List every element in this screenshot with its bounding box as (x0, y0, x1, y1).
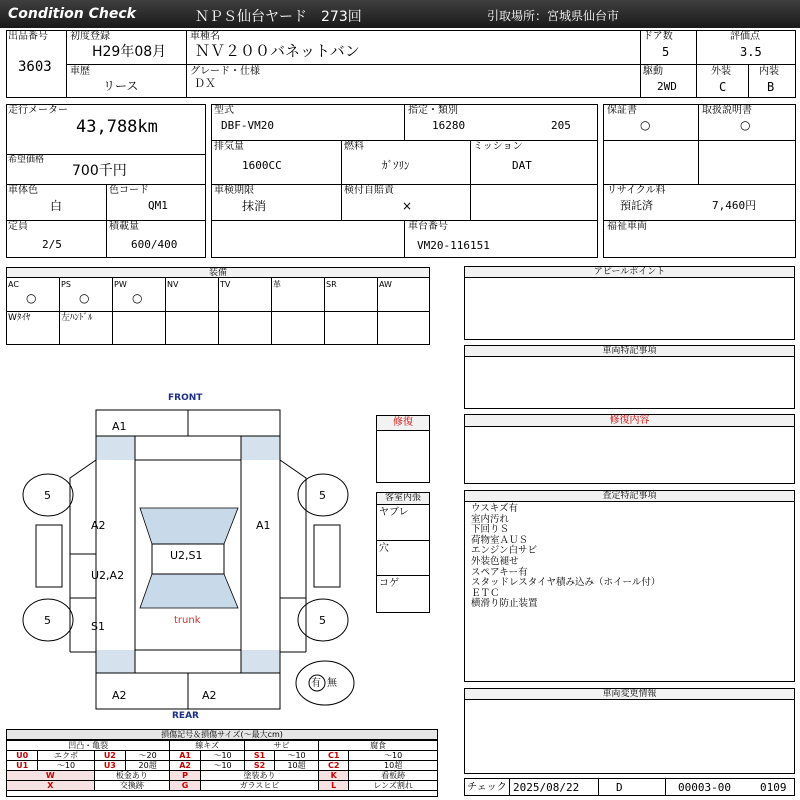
assessment-item: ＥＴＣ (471, 587, 500, 599)
legend-code: S1 (245, 751, 275, 761)
legend-text: 看板跡 (349, 771, 438, 781)
auction-title: ＮＰＳ仙台ヤード 273回 (195, 9, 362, 25)
legend-code: A2 (170, 761, 201, 771)
manual-label: 取扱説明書 (702, 105, 752, 116)
tire-rear-left: 5 (44, 614, 51, 627)
assessment-item: スペアキー有 (471, 566, 528, 578)
legend-text: 塗装あり (200, 771, 318, 781)
legend-code: K (319, 771, 349, 781)
body-color-label: 車体色 (8, 185, 38, 196)
model-name-label: 車種名 (190, 31, 220, 42)
load-capacity-value: 600/400 (131, 238, 178, 251)
lot-number-label: 出品番号 (8, 31, 48, 42)
legend-text: 〜10 (38, 761, 94, 771)
equipment-mark: ○ (132, 291, 143, 305)
manual-value: ○ (740, 118, 751, 132)
mark-left-front: A2 (91, 519, 106, 532)
transmission-value: DAT (512, 159, 532, 172)
tire-front-left: 5 (44, 489, 51, 502)
designation-label: 指定・類別 (408, 105, 458, 116)
equipment-label: 左ﾊﾝﾄﾞﾙ (61, 313, 93, 323)
designation-number: 16280 (432, 119, 466, 132)
score-label: 評価点 (730, 31, 760, 42)
insurance-label: 検付自賠責 (344, 185, 394, 196)
title-bar (0, 0, 800, 28)
color-code-value: QM1 (148, 199, 168, 212)
interior-label: 内装 (759, 66, 779, 77)
model-type-label: 型式 (214, 105, 234, 116)
legend-title: 損傷記号＆損傷サイズ(〜最大cm) (7, 730, 437, 740)
mark-left-rear: S1 (91, 620, 105, 633)
tire-front-right: 5 (319, 489, 326, 502)
legend-text: 交換跡 (94, 781, 170, 791)
chassis-number-value: VM20-116151 (417, 239, 490, 252)
spare-tire-none: 無 (327, 678, 337, 689)
spare-tire-present: 有 (311, 678, 321, 689)
recycle-fee-value: 7,460円 (712, 199, 757, 212)
legend-group: 腐食 (319, 741, 438, 751)
equipment-label: AW (379, 280, 392, 289)
equipment-label: TV (220, 280, 231, 289)
mileage-value: 43,788km (76, 117, 158, 137)
legend-code: U2 (94, 751, 125, 761)
assessment-title: 査定特記事項 (465, 491, 794, 502)
repair-content-title: 修復内容 (465, 415, 794, 427)
trunk-label: trunk (174, 615, 201, 626)
right-info-column (603, 104, 796, 258)
assessment-item: 外装色褪せ (471, 555, 519, 567)
warranty-label: 保証書 (607, 105, 637, 116)
legend-text: 〜10 (200, 761, 244, 771)
mark-roof: U2,S1 (170, 549, 203, 562)
inspection-expiry-value: 抹消 (242, 199, 267, 213)
recycle-status: 預託済 (620, 199, 653, 212)
legend-text: 20超 (126, 761, 170, 771)
legend-code: W (7, 771, 95, 781)
legend-text: レンズ割れ (349, 781, 438, 791)
welfare-vehicle-label: 福祉車両 (607, 221, 647, 232)
grade-label: グレード・仕様 (190, 66, 260, 77)
repair-title: 修復 (377, 416, 429, 431)
exterior-label: 外装 (711, 66, 731, 77)
equipment-label: SR (326, 280, 337, 289)
legend-group: 凹凸・亀裂 (7, 741, 170, 751)
legend-code: L (319, 781, 349, 791)
score-value: 3.5 (740, 45, 762, 59)
change-info-title: 車両変更情報 (465, 689, 794, 700)
legend-text: 10超 (349, 761, 438, 771)
legend-text: 〜10 (274, 751, 318, 761)
equipment-label: 革 (273, 280, 281, 289)
check-label: チェック (467, 782, 507, 793)
doors-value: 5 (662, 45, 670, 59)
transmission-label: ミッション (473, 141, 523, 152)
legend-group: サビ (245, 741, 319, 751)
first-registration-value: H29年08月 (92, 44, 167, 60)
asking-price-label: 希望価格 (8, 155, 45, 165)
legend-code: A1 (170, 751, 201, 761)
legend-code: X (7, 781, 95, 791)
drive-label: 駆動 (643, 66, 663, 77)
inspection-expiry-label: 車検期限 (214, 185, 254, 196)
equipment-label: Wﾀｲﾔ (8, 313, 31, 323)
interior-title: 客室内張 (377, 493, 429, 505)
check-sequence: 0109 (760, 781, 787, 794)
model-name-value: ＮＶ２００バネットバン (195, 42, 360, 60)
legend-text: 板金あり (94, 771, 170, 781)
legend-text: ガラスヒビ (200, 781, 318, 791)
legend-code: C2 (319, 761, 349, 771)
interior-burn: コゲ (379, 578, 399, 589)
equipment-mark: ○ (79, 291, 90, 305)
capacity-label: 定員 (8, 221, 28, 232)
appeal-title: アピールポイント (465, 267, 794, 278)
equipment-title: 装備 (7, 268, 429, 278)
displacement-value: 1600CC (242, 159, 282, 172)
model-type-value: DBF-VM20 (221, 119, 274, 132)
chassis-number-label: 車台番号 (408, 221, 448, 232)
mark-rear-left: A2 (112, 689, 127, 702)
vehicle-notes-title: 車両特記事項 (465, 346, 794, 357)
equipment-mark: ○ (26, 291, 37, 305)
asking-price-value: 700千円 (72, 163, 127, 179)
assessment-item: 横滑り防止装置 (471, 598, 538, 610)
legend-code: U1 (7, 761, 38, 771)
interior-tear: ヤブレ (379, 507, 409, 518)
fuel-value: ｶﾞｿﾘﾝ (382, 159, 410, 172)
assessment-item: スタッドレスタイヤ積み込み（ホイール付） (471, 577, 661, 589)
drive-value: 2WD (657, 80, 677, 93)
insurance-value: × (402, 199, 413, 213)
assessment-item: 荷物室ＡＵＳ (471, 534, 529, 546)
legend-group: 線キズ (170, 741, 245, 751)
warranty-value: ○ (640, 118, 651, 132)
legend-code: U3 (94, 761, 125, 771)
history-value: リース (103, 79, 139, 93)
legend-code: C1 (319, 751, 349, 761)
fuel-label: 燃料 (344, 141, 364, 152)
exterior-value: C (719, 80, 727, 94)
legend-text: 10超 (274, 761, 318, 771)
check-date: 2025/08/22 (513, 781, 580, 794)
equipment-label: AC (8, 280, 19, 289)
equipment-label: NV (167, 280, 179, 289)
mark-left-mid: U2,A2 (91, 569, 125, 582)
assessment-item: エンジン白サビ (471, 545, 538, 557)
mileage-label: 走行メーター (8, 105, 68, 116)
rear-label: REAR (172, 711, 199, 721)
classification-number: 205 (551, 119, 571, 132)
legend-code: P (170, 771, 201, 781)
check-grade: D (616, 781, 623, 794)
interior-hole: 穴 (379, 543, 389, 554)
tire-rear-right: 5 (319, 614, 326, 627)
mark-rear-right: A2 (202, 689, 217, 702)
equipment-label: PW (114, 280, 127, 289)
front-label: FRONT (168, 393, 203, 403)
history-label: 車歴 (70, 66, 90, 77)
legend-text: 〜20 (126, 751, 170, 761)
legend-text: エクボ (38, 751, 94, 761)
load-capacity-label: 積載量 (109, 221, 139, 232)
lot-number-value: 3603 (18, 59, 52, 75)
recycle-fee-label: リサイクル料 (607, 185, 666, 196)
body-color-value: 白 (50, 199, 63, 213)
legend-code: S2 (245, 761, 275, 771)
check-code: 00003-00 (678, 781, 731, 794)
mark-front-bumper: A1 (112, 420, 127, 433)
grade-value: ＤＸ (194, 77, 216, 90)
legend-table (6, 740, 438, 791)
assessment-item: ウスキズ有 (471, 503, 519, 514)
doors-label: ドア数 (643, 31, 673, 42)
mark-right-front: A1 (256, 519, 271, 532)
first-registration-label: 初度登録 (70, 31, 110, 42)
assessment-item: 室内汚れ (471, 513, 510, 525)
legend-code: U0 (7, 751, 38, 761)
interior-value: B (767, 80, 775, 94)
legend-text: 〜10 (200, 751, 244, 761)
legend-code: G (170, 781, 201, 791)
legend-text: 〜10 (349, 751, 438, 761)
change-info-panel (464, 688, 795, 774)
color-code-label: 色コード (109, 185, 149, 196)
assessment-list (471, 504, 660, 610)
damage-diagram (0, 380, 440, 725)
pickup-location: 引取場所：宮城県仙台市 (487, 9, 620, 23)
condition-check-title: Condition Check (8, 6, 136, 22)
assessment-item: 下回りＳ (471, 524, 510, 536)
equipment-label: PS (61, 280, 71, 289)
capacity-value: 2/5 (42, 238, 62, 251)
displacement-label: 排気量 (214, 141, 244, 152)
